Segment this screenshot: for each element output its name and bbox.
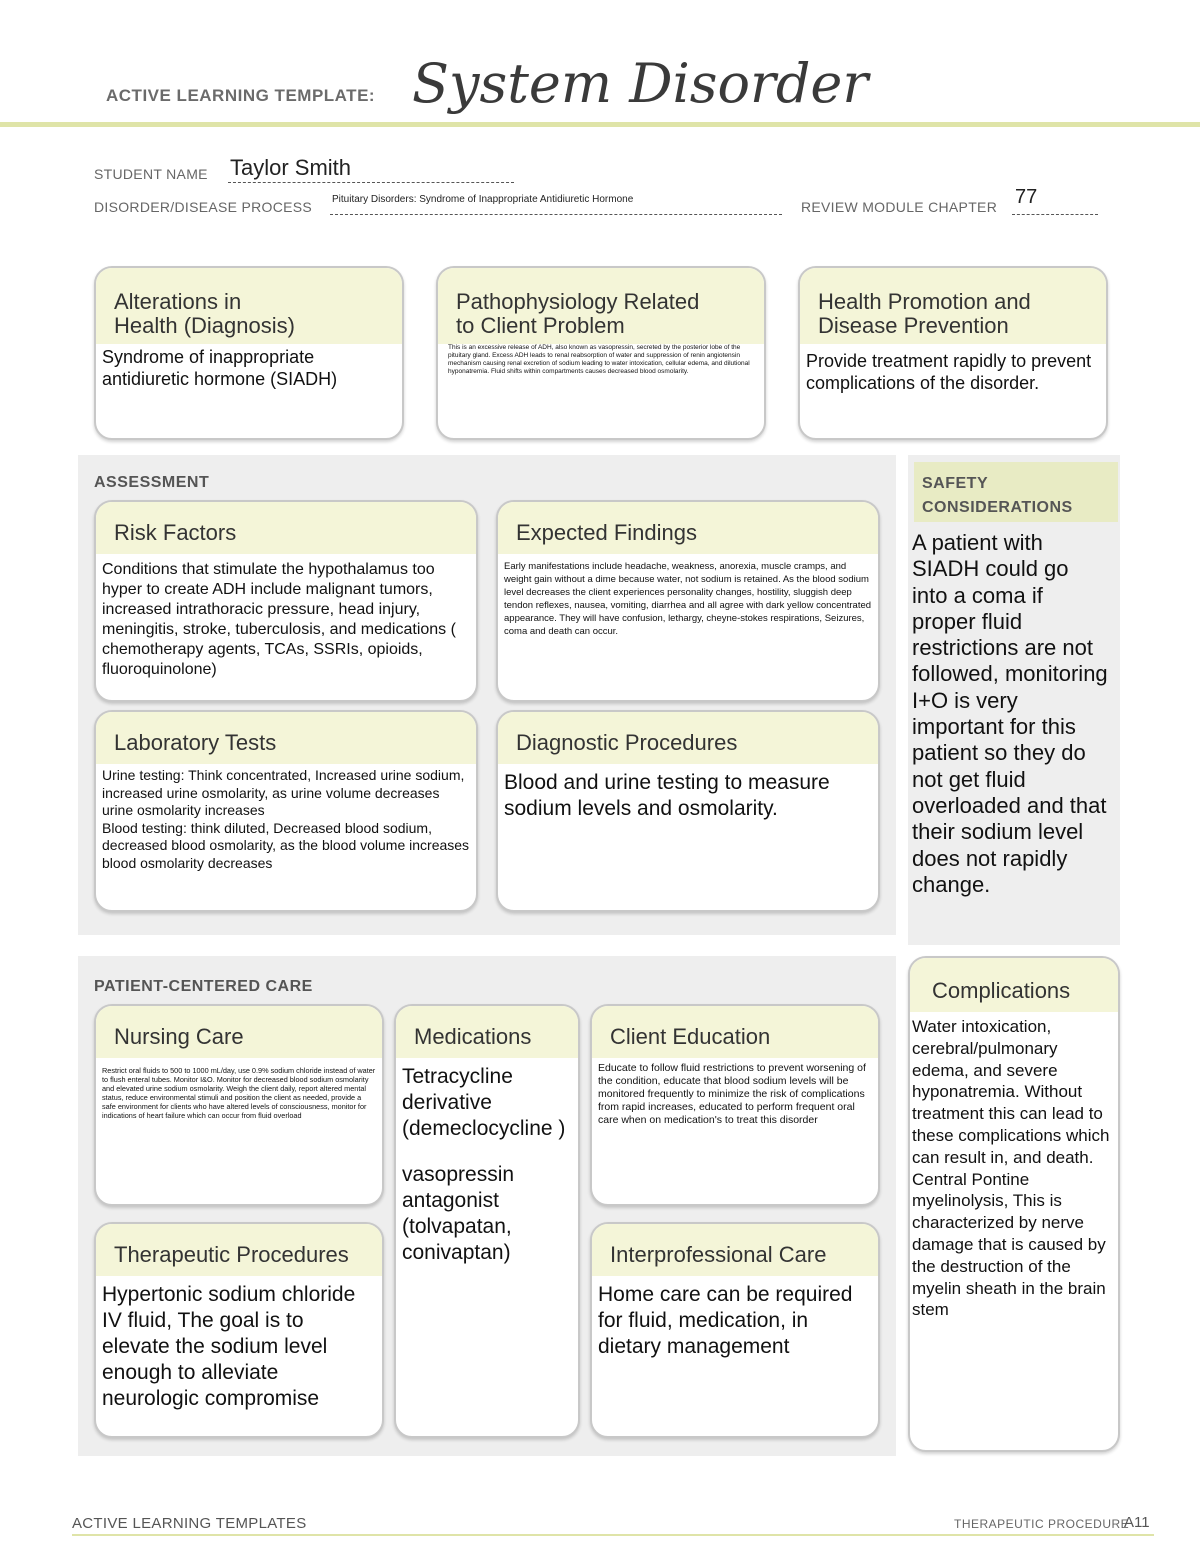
medication-vasopressin-antagonist: vasopressin antagonist (tolvapatan, conivaptan) bbox=[402, 1163, 515, 1264]
student-name-line bbox=[228, 182, 514, 183]
safety-label bbox=[922, 472, 1073, 520]
laboratory-tests-card bbox=[94, 710, 478, 912]
patient-care-label: PATIENT-CENTERED CARE bbox=[94, 978, 313, 995]
disorder-label: DISORDER/DISEASE PROCESS bbox=[94, 199, 313, 215]
student-name-label: STUDENT NAME bbox=[94, 166, 208, 182]
alterations-title-line2: Health (Diagnosis) bbox=[114, 313, 295, 338]
therapeutic-procedures-card bbox=[94, 1222, 384, 1438]
footer-title: ACTIVE LEARNING TEMPLATES bbox=[72, 1515, 307, 1532]
alterations-card bbox=[94, 266, 404, 440]
page-title: System Disorder bbox=[412, 52, 869, 115]
footer-section: THERAPEUTIC PROCEDURE bbox=[954, 1517, 1130, 1531]
safety-label-line1: SAFETY bbox=[922, 475, 989, 492]
disorder-field[interactable]: Pituitary Disorders: Syndrome of Inappropriate Antidiuretic Hormone bbox=[332, 194, 634, 205]
nursing-care-card bbox=[94, 1004, 384, 1206]
pathophysiology-body: This is an excessive release of ADH, also known as vasopressin, secreted by the posterior lobe of the pituitary gland. Excess ADH leads to renal reabsorption of water and suppression of renin angiotensin mechanism causing renal excretion of sodium leading to water intoxication, cellular edema, and dilutional hyponatremia. Fluid shifts within compartments causes decreased blood osmolarity. bbox=[448, 344, 750, 375]
interprofessional-care-title: Interprofessional Care bbox=[592, 1224, 878, 1276]
laboratory-tests-title: Laboratory Tests bbox=[96, 712, 476, 764]
pathophysiology-title bbox=[438, 268, 764, 344]
expected-findings-title: Expected Findings bbox=[498, 502, 878, 554]
therapeutic-procedures-title: Therapeutic Procedures bbox=[96, 1224, 382, 1276]
medication-tetracycline: Tetracycline derivative (demeclocycline ) bbox=[402, 1065, 566, 1140]
alterations-title bbox=[96, 268, 402, 344]
medications-spacer bbox=[402, 1142, 572, 1162]
alterations-title-line1: Alterations in bbox=[114, 289, 242, 314]
diagnostic-procedures-card bbox=[496, 710, 880, 912]
risk-factors-card bbox=[94, 500, 478, 702]
medications-card bbox=[394, 1004, 580, 1438]
page-number: A11 bbox=[1124, 1514, 1150, 1531]
student-name-field[interactable]: Taylor Smith bbox=[230, 155, 352, 180]
expected-findings-body: Early manifestations include headache, weakness, anorexia, muscle cramps, and weight gain without a dime because water, not sodium is retained. As the blood sodium level decreases the client experiences personality changes, hostility, sluggish deep tendon reflexes, nausea, vomiting, diarrhea and all agree with dark yellow concentrated appearance. They will have confusion, lethargy, cheyne-stokes respirations, Seizures, coma and death can occur. bbox=[504, 561, 872, 637]
laboratory-tests-body bbox=[96, 764, 476, 872]
laboratory-tests-blood: Blood testing: think diluted, Decreased blood sodium, decreased blood osmolarity, as the blood volume increases blood osmolarity decreases bbox=[102, 819, 470, 871]
safety-body: A patient with SIADH could go into a coma if proper fluid restrictions are not followed, monitoring I+O is very important for this patient so they do not get fluid overloaded and that their sodium level does not rapidly change. bbox=[912, 530, 1108, 897]
template-label: ACTIVE LEARNING TEMPLATE: bbox=[106, 86, 376, 105]
health-promotion-body: Provide treatment rapidly to prevent complications of the disorder. bbox=[806, 351, 1092, 393]
chapter-field[interactable]: 77 bbox=[1015, 186, 1038, 208]
pathophysiology-card bbox=[436, 266, 766, 440]
therapeutic-procedures-body: Hypertonic sodium chloride IV fluid, The goal is to elevate the sodium level enough to alleviate neurologic compromise bbox=[102, 1283, 356, 1410]
health-promotion-title-line1: Health Promotion and bbox=[818, 289, 1031, 314]
diagnostic-procedures-body: Blood and urine testing to measure sodium levels and osmolarity. bbox=[504, 771, 830, 820]
expected-findings-card bbox=[496, 500, 880, 702]
header-divider bbox=[0, 122, 1200, 127]
nursing-care-title: Nursing Care bbox=[96, 1006, 382, 1058]
nursing-care-body: Restrict oral fluids to 500 to 1000 mL/day, use 0.9% sodium chloride instead of water to flush enteral tubes. Monitor I&O. Monitor for decreased blood sodium osmolarity and elevated urine sodium osmolarity. Weigh the client daily, report altered mental status, reduce environmental stimuli and position the client as needed, provide a safe environment for clients who have altered levels of consciousness, monitor for indications of heart failure which can occur from fluid overload bbox=[102, 1066, 376, 1120]
disorder-line bbox=[330, 214, 782, 215]
chapter-line bbox=[1012, 214, 1098, 215]
complications-body: Water intoxication, cerebral/pulmonary edema, and severe hyponatremia. Without treatment this can lead to these complications which can result in, and death. Central Pontine myelinolysis, This is characterized by nerve damage that is caused by the destruction of the myelin sheath in the brain stem bbox=[912, 1017, 1110, 1320]
complications-title: Complications bbox=[910, 958, 1118, 1012]
pathophysiology-title-line1: Pathophysiology Related bbox=[456, 289, 700, 314]
health-promotion-title bbox=[800, 268, 1106, 344]
medications-body bbox=[396, 1058, 578, 1266]
client-education-card bbox=[590, 1004, 880, 1206]
footer-divider bbox=[72, 1534, 1154, 1536]
assessment-label: ASSESSMENT bbox=[94, 474, 210, 491]
risk-factors-title: Risk Factors bbox=[96, 502, 476, 554]
risk-factors-body: Conditions that stimulate the hypothalamus too hyper to create ADH include malignant tumors, increased intrathoracic pressure, head injury, meningitis, stroke, tuberculosis, and medications ( chemotherapy agents, TCAs, SSRIs, opioids, fluoroquinolone) bbox=[102, 561, 456, 678]
health-promotion-title-line2: Disease Prevention bbox=[818, 313, 1009, 338]
client-education-title: Client Education bbox=[592, 1006, 878, 1058]
health-promotion-card bbox=[798, 266, 1108, 440]
interprofessional-care-card bbox=[590, 1222, 880, 1438]
pathophysiology-title-line2: to Client Problem bbox=[456, 313, 625, 338]
client-education-body: Educate to follow fluid restrictions to prevent worsening of the condition, educate that blood sodium levels will be monitored frequently to minimize the risk of complications from rapid increases, educated to perform frequent oral care when on medication's to treat this disorder bbox=[598, 1062, 866, 1126]
complications-card bbox=[908, 956, 1120, 1452]
medications-title: Medications bbox=[396, 1006, 578, 1058]
alterations-body: Syndrome of inappropriate antidiuretic hormone (SIADH) bbox=[102, 347, 338, 389]
chapter-label: REVIEW MODULE CHAPTER bbox=[801, 199, 998, 215]
laboratory-tests-urine: Urine testing: Think concentrated, Increased urine sodium, increased urine osmolarity, as urine volume decreases urine osmolarity increases bbox=[102, 767, 465, 818]
interprofessional-care-body: Home care can be required for fluid, medication, in dietary management bbox=[598, 1283, 853, 1358]
safety-label-line2: CONSIDERATIONS bbox=[922, 499, 1073, 516]
diagnostic-procedures-title: Diagnostic Procedures bbox=[498, 712, 878, 764]
